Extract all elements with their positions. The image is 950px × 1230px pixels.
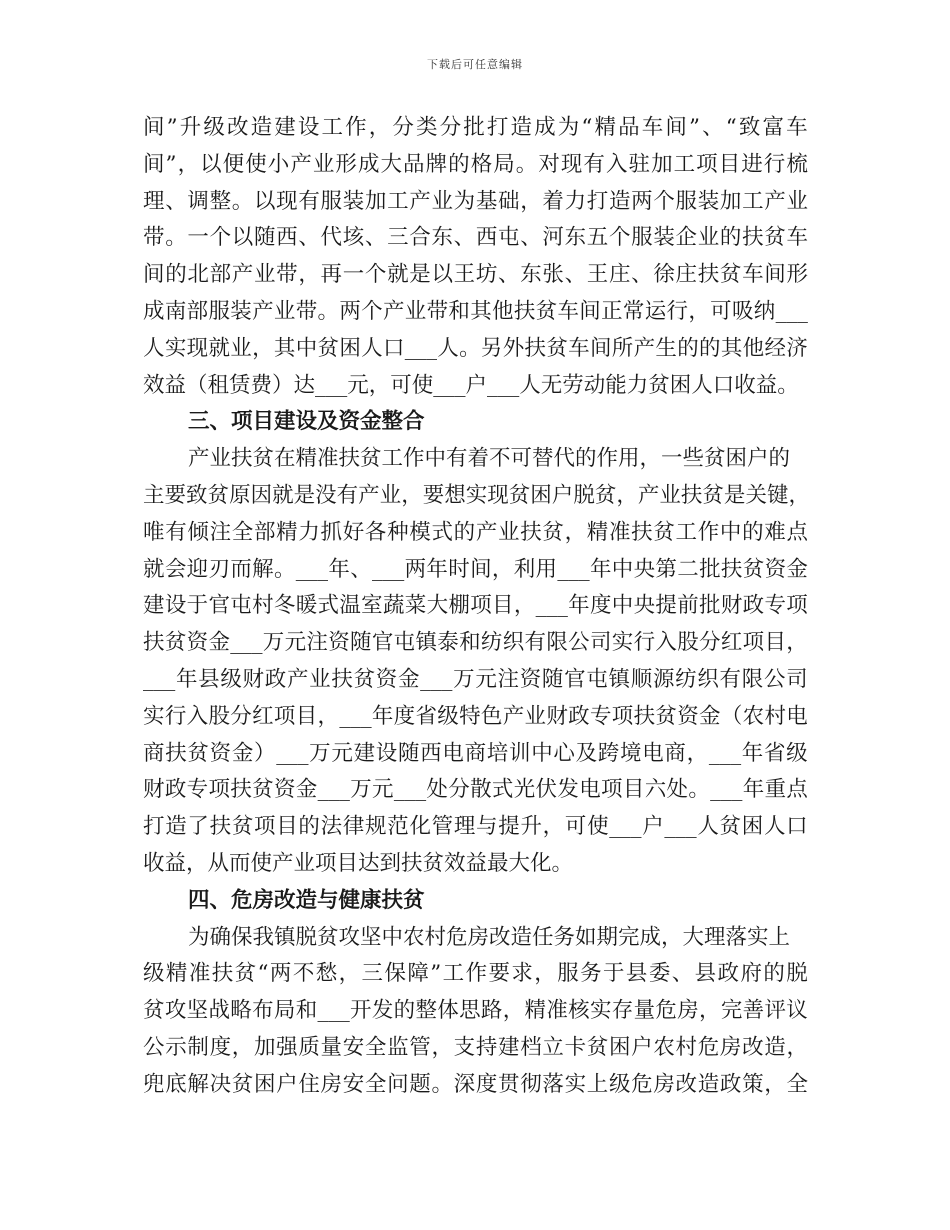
page-header: 下载后可任意编辑	[427, 58, 523, 71]
paragraph-line: 商 扶 贫 资 金 ） ___ 万 元 建 设 随 西 电 商 培 训 中 心 及 跨 境 电 商 ， ___ 年 省 级	[143, 740, 808, 766]
paragraph-line: 财 政 专 项 扶 贫 资 金 ___ 万 元 ___ 处 分 散 式 光 伏 发 电 项 目 六 处 。 ___ 年 重 点	[143, 777, 808, 803]
paragraph-line: 理 、 调 整 。 以 现 有 服 装 加 工 产 业 为 基 础 ， 着 力 打 造 两 个 服 装 加 工 产 业	[143, 188, 808, 214]
paragraph-line: 间 ” ， 以 便 使 小 产 业 形 成 大 品 牌 的 格 局 。 对 现 有 入 驻 加 工 项 目 进 行 梳	[143, 151, 808, 177]
paragraph-line: 间 ” 升 级 改 造 建 设 工 作 ， 分 类 分 批 打 造 成 为 “ 精 品 车 间 ” 、 “ 致 富 车	[143, 115, 808, 140]
paragraph-line: 扶 贫 资 金 ___ 万 元 注 资 随 官 屯 镇 泰 和 纺 织 有 限 公 司 实 行 入 股 分 红 项 目 ，	[143, 630, 808, 656]
paragraph-line: 兜 底 解 决 贫 困 户 住 房 安 全 问 题 。 深 度 贯 彻 落 实 上 级 危 房 改 造 政 策 ， 全	[143, 1071, 808, 1097]
paragraph-line: 级 精 准 扶 贫 “ 两 不 愁 ， 三 保 障 ” 工 作 要 求 ， 服 务 于 县 委 、 县 政 府 的 脱	[143, 961, 808, 987]
section-heading: 三、项目建设及资金整合	[188, 409, 425, 435]
paragraph-first-line: 产业扶贫在精准扶贫工作中有着不可替代的作用，一些贫困户的	[188, 446, 791, 472]
paragraph-line: 打 造 了 扶 贫 项 目 的 法 律 规 范 化 管 理 与 提 升 ， 可 使 ___ 户 ___ 人 贫 困 人 口	[143, 814, 808, 840]
paragraph-line: 公 示 制 度 ， 加 强 质 量 安 全 监 管 ， 支 持 建 档 立 卡 贫 困 户 农 村 危 房 改 造 ，	[143, 1034, 808, 1060]
document-body	[143, 110, 808, 1104]
paragraph-last-line: 收益，从而使产业项目达到扶贫效益最大化。	[143, 850, 574, 876]
section-heading: 四、危房改造与健康扶贫	[188, 887, 425, 913]
paragraph-line: 实 行 入 股 分 红 项 目 ， ___ 年 度 省 级 特 色 产 业 财 政 专 项 扶 贫 资 金 （ 农 村 电	[143, 703, 808, 729]
paragraph-line: ___ 年 县 级 财 政 产 业 扶 贫 资 金 ___ 万 元 注 资 随 官 屯 镇 顺 源 纺 织 有 限 公 司	[143, 666, 808, 692]
paragraph-line: 间 的 北 部 产 业 带 ， 再 一 个 就 是 以 王 坊 、 东 张 、 王 庄 、 徐 庄 扶 贫 车 间 形	[143, 262, 808, 288]
paragraph-line: 就 会 迎 刃 而 解 。 ___ 年 、 ___ 两 年 时 间 ， 利 用 ___ 年 中 央 第 二 批 扶 贫 资 金	[143, 556, 808, 582]
paragraph-line: 贫 攻 坚 战 略 布 局 和 ___ 开 发 的 整 体 思 路 ， 精 准 核 实 存 量 危 房 ， 完 善 评 议	[143, 998, 808, 1024]
paragraph-line: 带 。 一 个 以 随 西 、 代 垓 、 三 合 东 、 西 屯 、 河 东 五 个 服 装 企 业 的 扶 贫 车	[143, 225, 808, 251]
paragraph-line: 唯 有 倾 注 全 部 精 力 抓 好 各 种 模 式 的 产 业 扶 贫 ， 精 准 扶 贫 工 作 中 的 难 点	[143, 519, 808, 545]
paragraph-line: 成 南 部 服 装 产 业 带 。 两 个 产 业 带 和 其 他 扶 贫 车 间 正 常 运 行 ， 可 吸 纳 ___	[143, 298, 808, 324]
paragraph-last-line: 效益（租赁费）达___元，可使___户___人无劳动能力贫困人口收益。	[143, 372, 799, 398]
paragraph-line: 主 要 致 贫 原 因 就 是 没 有 产 业 ， 要 想 实 现 贫 困 户 脱 贫 ， 产 业 扶 贫 是 关 键 ，	[143, 482, 810, 508]
paragraph-line: 建 设 于 官 屯 村 冬 暖 式 温 室 蔬 菜 大 棚 项 目 ， ___ 年 度 中 央 提 前 批 财 政 专 项	[143, 593, 808, 619]
paragraph-first-line: 为确保我镇脱贫攻坚中农村危房改造任务如期完成，大理落实上	[188, 924, 791, 950]
paragraph-line: 人 实 现 就 业 ， 其 中 贫 困 人 口 ___ 人 。 另 外 扶 贫 车 间 所 产 生 的 的 其 他 经 济	[143, 335, 808, 361]
